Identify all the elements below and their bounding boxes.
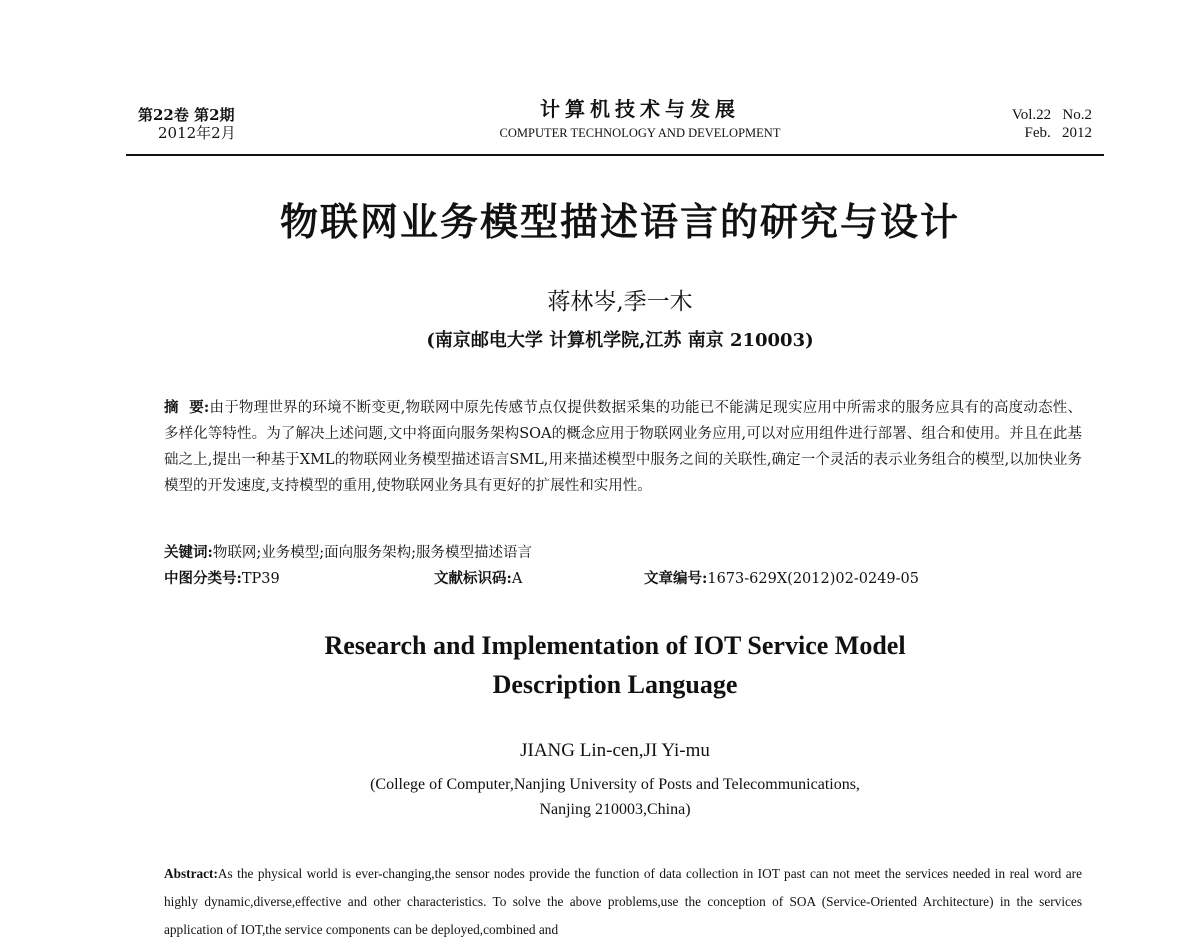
clc-label: 中图分类号:	[164, 570, 242, 587]
journal-name-en: COMPUTER TECHNOLOGY AND DEVELOPMENT	[499, 126, 781, 140]
abstract-cn-label: 摘 要:	[164, 399, 210, 416]
keywords-cn-text: 物联网;业务模型;面向服务架构;服务模型描述语言	[212, 545, 533, 561]
abstract-cn-text: 由于物理世界的环境不断变更,物联网中原先传感节点仅提供数据采集的功能已不能满足现实应用中所需求的服务应具有的高度动态性、多样化等特性。为了解决上述问题,文中将面向服务架构SOA的概念应用于物联网业务应用,可以对应用组件进行部署、组合和使用。并且在此基础之上,提出一种基于XML的物联网业务模型描述语言SML,用来描述模型中服务之间的关联性,确定一个灵活的表示业务组合的模型,以加快业务模型的开发速度,支持模型的重用,使物联网业务具有更好的扩展性和实用性。	[164, 400, 1082, 494]
paper-title-cn: 物联网业务模型描述语言的研究与设计	[279, 199, 960, 244]
authors-cn: 蒋林岑,季一木	[547, 289, 693, 315]
affiliation-en-line2: Nanjing 210003,China)	[539, 801, 691, 818]
header-divider	[126, 154, 1104, 156]
doc-code-label: 文献标识码:	[434, 570, 512, 587]
journal-volume-en	[1012, 106, 1092, 142]
clc-number	[164, 567, 280, 591]
abstract-en-text: As the physical world is ever-changing,the sensor nodes provide the function of data collection in IOT past can not meet the services needed in real word are highly dynamic,diverse,effective and other characteristics. To solve the above problems,use the conception of SOA (Service-Oriented Architecture) in the services application of IOT,the service components can be deployed,combined and	[164, 866, 1082, 937]
issue-date-cn: 2012年2月	[158, 124, 236, 142]
journal-name-cn: 计算机技术与发展	[540, 97, 740, 121]
issue-date-en: Feb. 2012	[1024, 125, 1092, 141]
article-number-label: 文章编号:	[644, 570, 708, 587]
document-code	[434, 567, 522, 591]
keywords-cn-label: 关键词:	[164, 544, 213, 561]
article-number	[644, 567, 919, 591]
abstract-en	[164, 860, 1082, 944]
journal-masthead	[340, 96, 940, 142]
affiliation-cn: (南京邮电大学 计算机学院,江苏 南京 210003)	[426, 330, 814, 351]
authors-en: JIANG Lin-cen,JI Yi-mu	[520, 740, 710, 761]
clc-value: TP39	[241, 571, 280, 587]
volume-issue-en: Vol.22 No.2	[1011, 107, 1092, 123]
affiliation-en	[200, 772, 1030, 822]
paper-title-en	[200, 626, 1030, 704]
abstract-en-label: Abstract:	[164, 866, 218, 881]
journal-volume-cn	[138, 106, 236, 142]
keywords-cn	[164, 541, 1082, 565]
abstract-cn	[164, 395, 1082, 499]
volume-issue-cn: 第22卷 第2期	[138, 106, 235, 124]
article-number-value: 1673-629X(2012)02-0249-05	[707, 571, 919, 587]
affiliation-en-line1: (College of Computer,Nanjing University of Posts and Telecommunications,	[370, 776, 860, 793]
paper-title-en-line1: Research and Implementation of IOT Service Model	[324, 631, 906, 660]
doc-code-value: A	[511, 571, 523, 587]
paper-title-en-line2: Description Language	[492, 670, 738, 699]
